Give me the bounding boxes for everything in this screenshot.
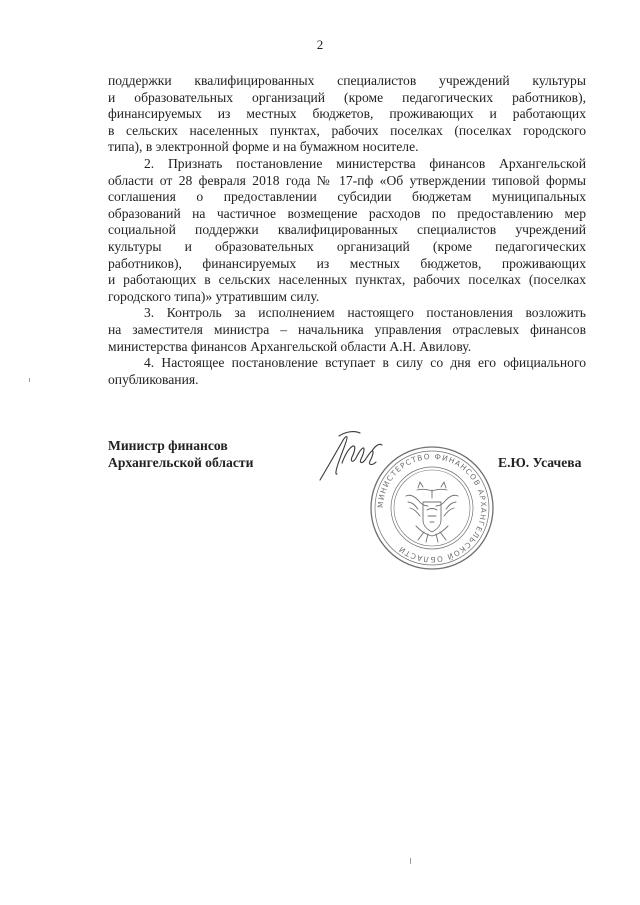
- paragraph-2-line: области от 28 февраля 2018 года № 17-пф «Об утверждении типовой формы: [108, 172, 586, 188]
- paragraph-2-line: образований на частичное возмещение расходов по предоставлению мер: [108, 205, 586, 221]
- signatory-title: [108, 437, 253, 471]
- signatory-title-line-2: Архангельской области: [108, 455, 254, 470]
- paragraph-4-line: 4. Настоящее постановление вступает в силу со дня его официального: [144, 355, 586, 371]
- paragraph-2-line: работников), финансируемых из местных бюджетов, проживающих: [108, 255, 586, 271]
- paragraph-3-line: министерства финансов Архангельской области А.Н. Авилову.: [108, 338, 472, 354]
- svg-text:МИНИСТЕРСТВО ФИНАНСОВ АРХАНГЕЛ: [376, 452, 488, 564]
- paragraph-1-line: в сельских населенных пунктах, рабочих поселках (поселках городского: [108, 122, 586, 138]
- paragraph-2-line: соглашения о предоставлении субсидии бюджетам муниципальных: [108, 189, 586, 205]
- paragraph-1-line: типа), в электронной форме и на бумажном носителе.: [108, 139, 419, 155]
- scan-speck: [410, 858, 411, 864]
- page-number: 2: [316, 37, 324, 52]
- paragraph-2-line: городского типа)» утратившим силу.: [108, 288, 320, 304]
- paragraph-2-line: и работающих в сельских населенных пунктах, рабочих поселках (поселках: [108, 272, 586, 288]
- paragraph-2-line: 2. Признать постановление министерства финансов Архангельской: [144, 155, 586, 171]
- paragraph-1-line: финансируемых из местных бюджетов, проживающих и работающих: [108, 106, 586, 122]
- scan-speck: [29, 378, 30, 382]
- signatory-title-line-1: Министр финансов: [108, 438, 228, 453]
- paragraph-3-line: 3. Контроль за исполнением настоящего постановления возложить: [144, 305, 586, 321]
- paragraph-2-line: культуры и образовательных организаций (кроме педагогических: [108, 238, 586, 254]
- official-seal: [368, 444, 496, 572]
- paragraph-4-line: опубликования.: [108, 371, 199, 387]
- paragraph-2-line: социальной поддержки квалифицированных специалистов учреждений: [108, 222, 586, 238]
- paragraph-3-line: на заместителя министра – начальника управления отраслевых финансов: [108, 321, 586, 337]
- signatory-name: Е.Ю. Усачева: [498, 455, 582, 470]
- paragraph-1-line: и образовательных организаций (кроме педагогических работников),: [108, 89, 586, 105]
- body-text: [108, 73, 586, 388]
- seal-ring-text: МИНИСТЕРСТВО ФИНАНСОВ АРХАНГЕЛЬСКОЙ ОБЛАСТИ: [375, 451, 489, 565]
- paragraph-1-line: поддержки квалифицированных специалистов учреждений культуры: [108, 73, 586, 88]
